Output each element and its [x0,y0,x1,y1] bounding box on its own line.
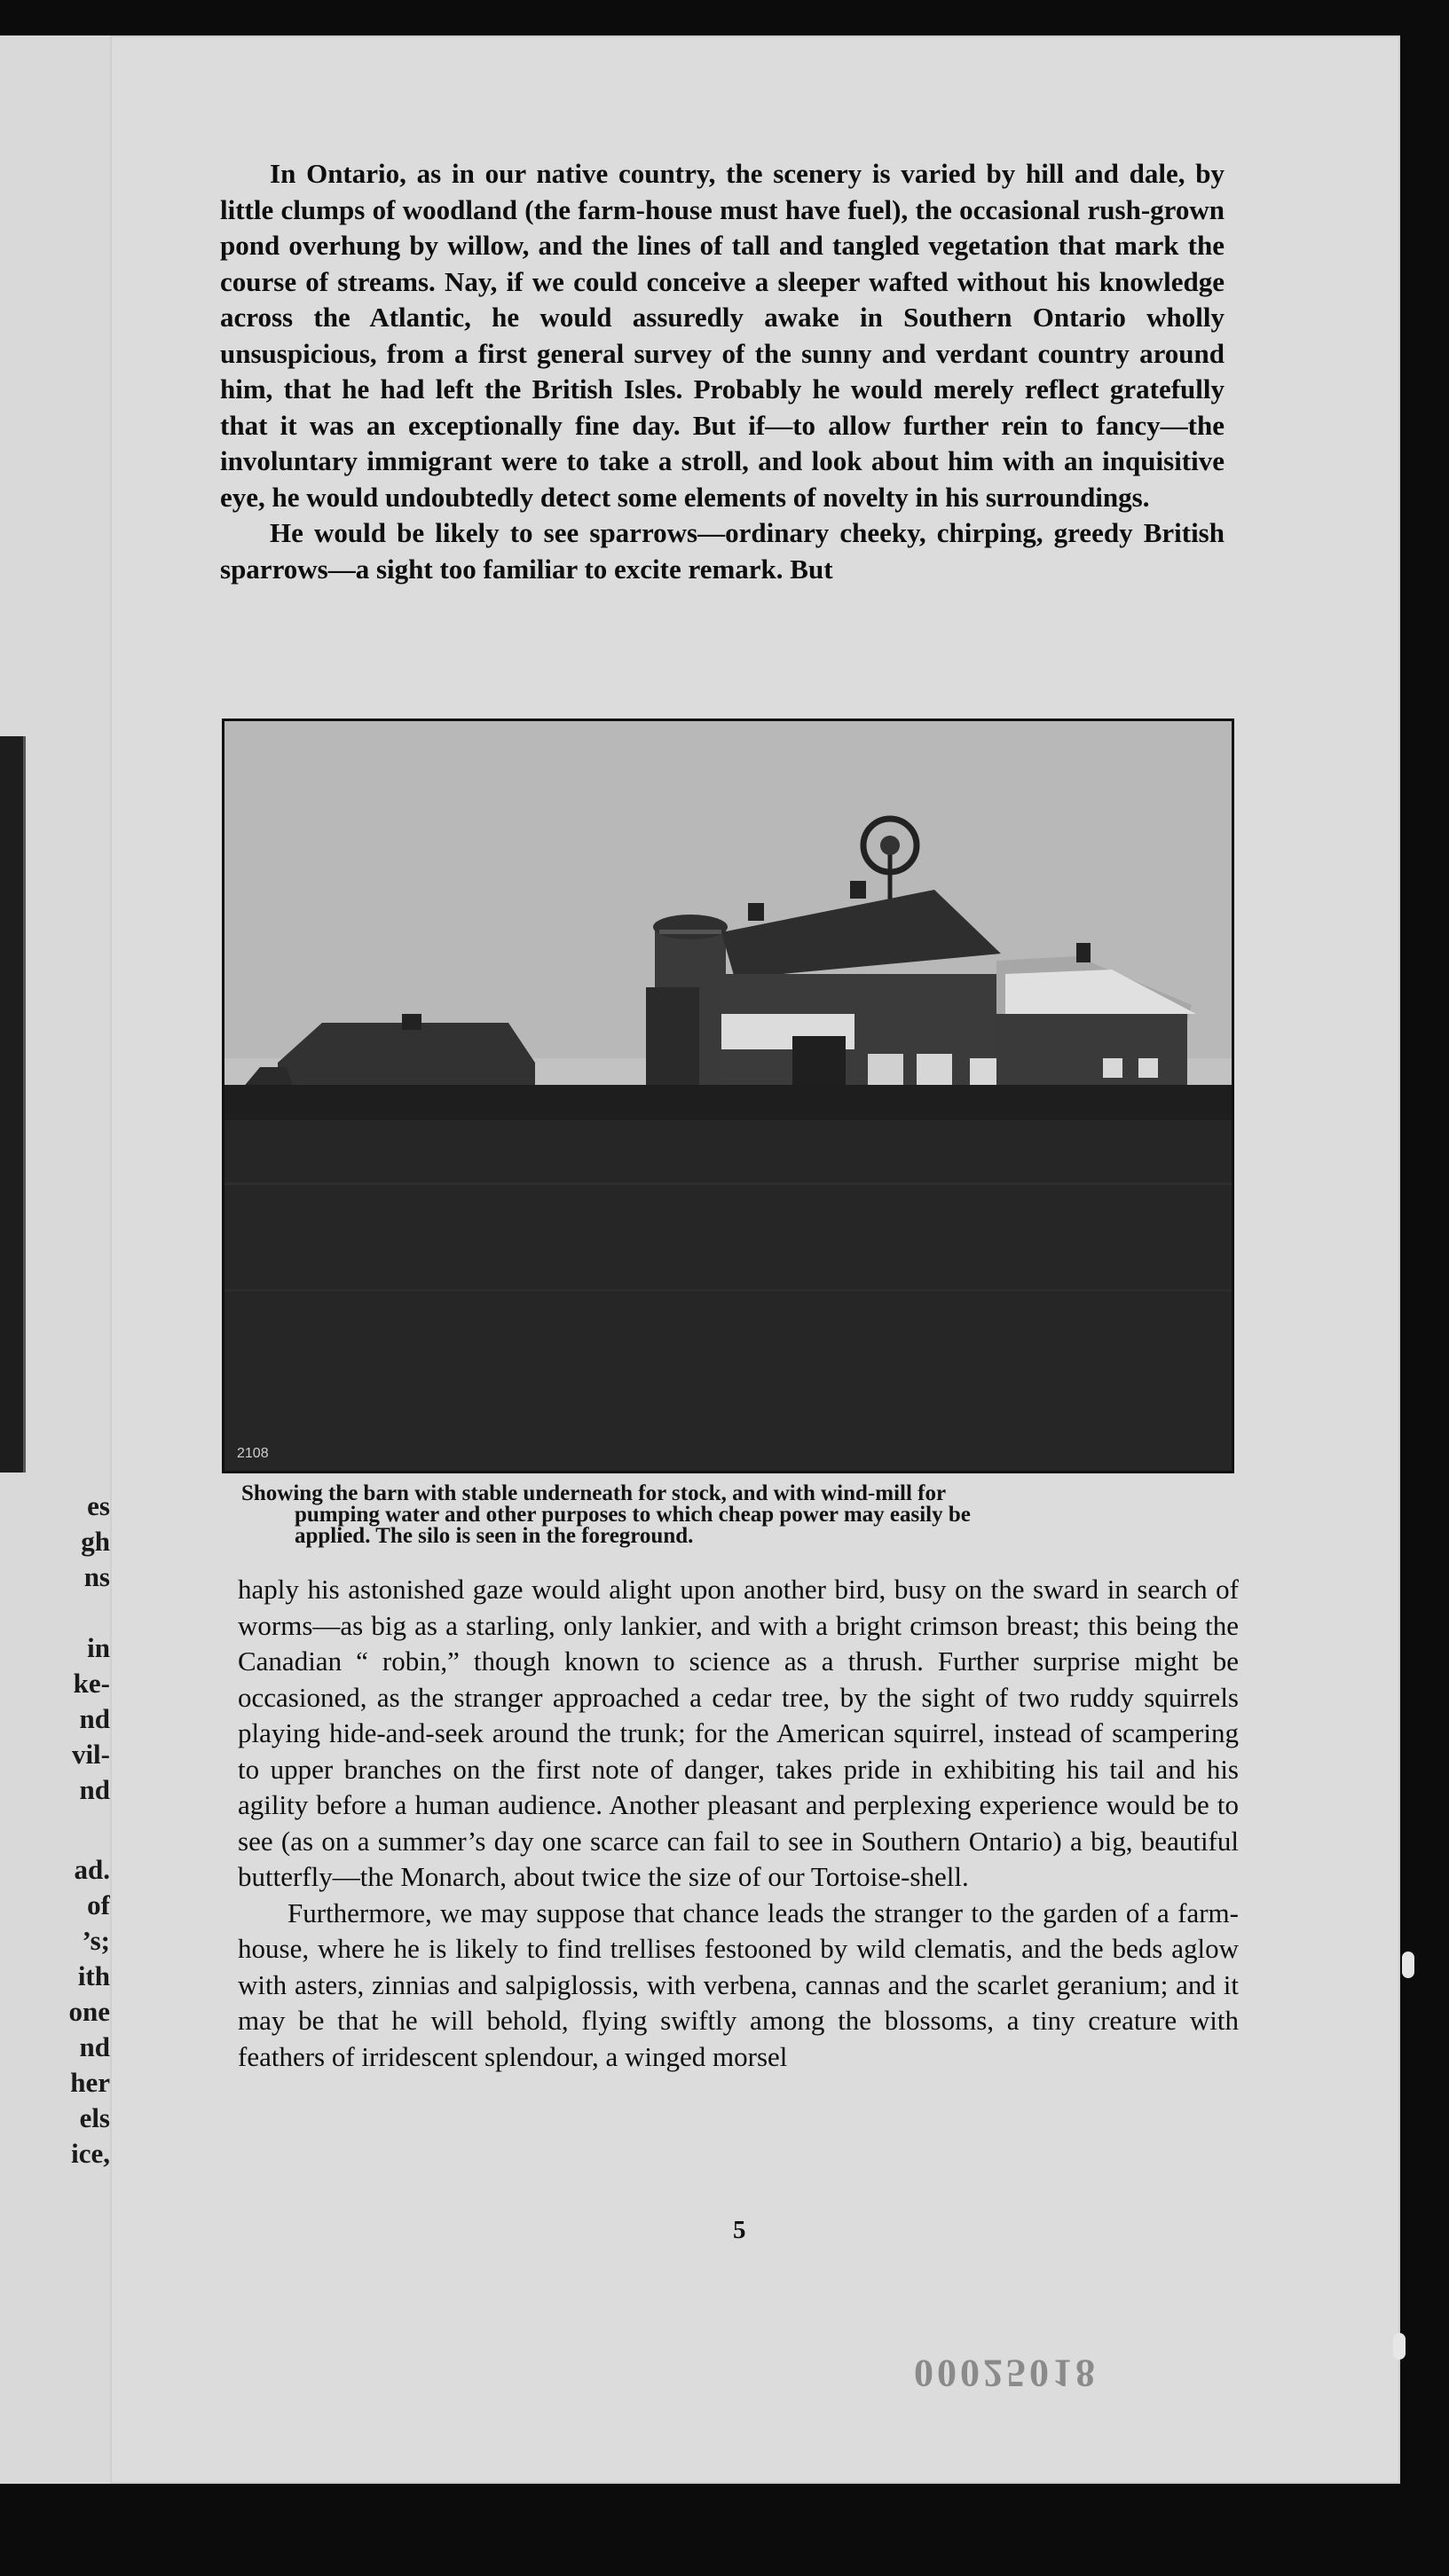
facing-page-fragment: gh [81,1526,110,1557]
facing-page-fragment: ice, [71,2138,110,2169]
facing-page-fragment: ke- [73,1668,110,1699]
page-number: 5 [733,2216,746,2244]
facing-page-fragment: es [87,1490,110,1521]
paragraph-ontario-scenery: In Ontario, as in our native country, the scenery is varied by hill and dale, by little clumps of woodland (the farm-house must have fuel), the occasional rush-grown pond overhung by willow, and the lines of tall and tangled vegetation that mark the course of streams. Nay, if we could conceive a sleeper wafted without his knowledge across the Atlantic, he would assuredly awake in Southern Ontario wholly unsuspicious, from a first general survey of the sunny and verdant country around him, that he had left the British Isles. Probably he would merely reflect gratefully that it was an exceptionally fine day. But if—to allow further rein to fancy—the involuntary immigrant were to take a stroll, and look about him with an inquisitive eye, he would undoubtedly detect some elements of novelty in his surroundings. [220,158,1225,513]
photo-negative-number: 2108 [237,1446,269,1461]
opening-text-block [220,156,1225,587]
closing-text-block [238,1572,1239,2075]
facing-page-fragment: vil- [71,1739,110,1770]
barn-photo-illustration [224,721,1232,1471]
facing-page-fragment: nd [79,1774,110,1805]
facing-page-fragment: ad. [74,1854,110,1885]
barn-photograph [222,719,1234,1473]
facing-page-fragment: in [87,1632,110,1663]
caption-line: Showing the barn with stable underneath for stock, and with wind-mill for [241,1481,947,1505]
facing-page-fragment: her [70,2067,110,2098]
paragraph-garden: Furthermore, we may suppose that chance leads the stranger to the garden of a farm-house, where he is likely to find trellises festooned by wild clematis, and the beds aglow with asters, zinnias and salpiglossis, with verbena, cannas and the scarlet geranium; and it may be that he will behold, flying swiftly among the blossoms, a tiny creature with feathers of irridescent splendour, a winged morsel [238,1897,1239,2072]
caption-line: applied. The silo is seen in the foreground. [295,1524,694,1548]
facing-page-fragment: nd [79,1703,110,1734]
facing-page-fragment: of [87,1889,110,1920]
facing-page-fragment: one [68,1996,110,2027]
facing-page-strip [0,35,115,2484]
facing-page-fragment: ith [77,1960,110,1991]
caption-line: pumping water and other purposes to which cheap power may easily be [295,1503,971,1527]
facing-page-fragment: ’s; [82,1925,110,1956]
facing-page-photo-edge [0,736,26,1473]
scan-edge-mark [1393,2333,1406,2360]
paragraph-sparrows: He would be likely to see sparrows—ordinary cheeky, chirping, greedy British sparrows—a sight too familiar to excite remark. But [220,517,1225,585]
facing-page-fragment: ns [83,1561,110,1592]
facing-page-fragment: els [79,2102,110,2133]
paragraph-robin-squirrel-butterfly: haply his astonished gaze would alight upon another bird, busy on the sward in search of worms—as big as a starling, only lankier, and with a bright crimson breast; this being the Canadian “ robin,” though known to science as a thrush. Further surprise might be occasioned, as the stranger approached a cedar tree, by the sight of two ruddy squirrels playing hide-and-seek around the trunk; for the American squirrel, instead of scampering to upper branches on the first note of danger, takes pride in exhibiting his tail and his agility before a human audience. Another pleasant and perplexing experience would be to see (as on a summer’s day one scarce can fail to see in Southern Ontario) a big, beautiful butterfly—the Monarch, about twice the size of our Tortoise-shell. [238,1574,1239,1892]
scan-edge-mark [1402,1952,1414,1978]
photo-caption [241,1483,1235,1547]
archive-stamp: 00025018 [914,2352,1099,2395]
facing-page-fragment: nd [79,2031,110,2062]
